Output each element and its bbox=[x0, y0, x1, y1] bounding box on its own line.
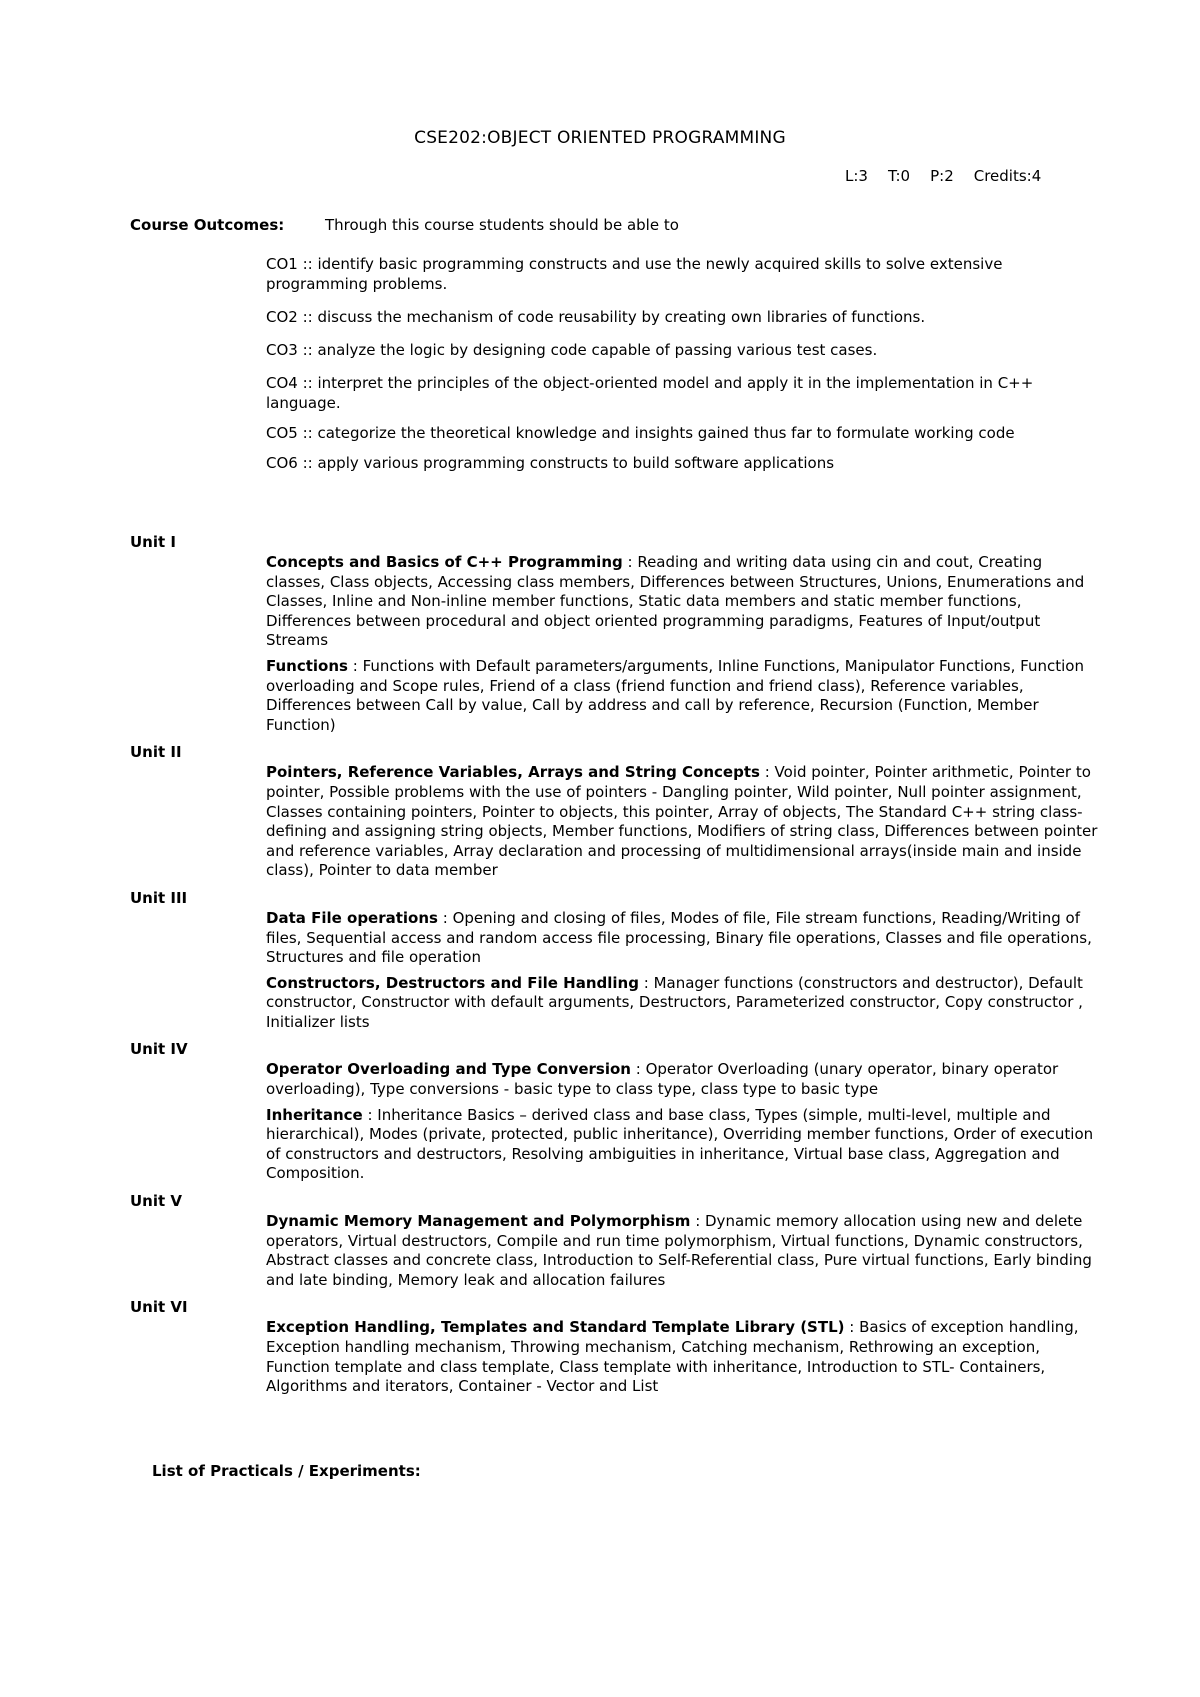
topic-heading: Data File operations bbox=[266, 908, 438, 927]
lecture-hours: L:3 bbox=[845, 167, 868, 185]
topic-heading: Concepts and Basics of C++ Programming bbox=[266, 553, 623, 571]
unit-2-label: Unit II bbox=[130, 743, 182, 762]
topic-body: : Manager functions (constructors and destructor), Default constructor, Constructor with default arguments, Destructors, Parameterized constructor, Copy constructor , Initializer lists bbox=[266, 973, 1083, 1031]
practicals-heading: List of Practicals / Experiments: bbox=[152, 1462, 421, 1480]
course-outcome-4: CO4 :: interpret the principles of the object-oriented model and apply it in the implementation in C++ language. bbox=[266, 374, 1034, 412]
unit-1-topic-2 bbox=[266, 657, 1098, 735]
course-outcomes-intro: Through this course students should be able to bbox=[325, 216, 679, 234]
topic-heading: Constructors, Destructors and File Handling bbox=[266, 973, 639, 992]
unit-4-topic-2 bbox=[266, 1106, 1098, 1184]
unit-5-label: Unit V bbox=[130, 1192, 183, 1211]
unit-3-label: Unit III bbox=[130, 888, 188, 907]
credits: Credits:4 bbox=[973, 167, 1042, 185]
topic-body: : Dynamic memory allocation using new and delete operators, Virtual destructors, Compile and run time polymorphism, Virtual functions, Dynamic constructors, Abstract classes and concrete class, Introduction to Self-Referential class, Pure virtual functions, Early binding and late binding, Memory leak and allocation failures bbox=[266, 1212, 1092, 1289]
unit-4-topic-1 bbox=[266, 1060, 1098, 1099]
unit-5-topic-1 bbox=[266, 1212, 1098, 1290]
unit-1-label: Unit I bbox=[130, 533, 176, 551]
unit-4-label: Unit IV bbox=[130, 1040, 188, 1059]
topic-body: : Operator Overloading (unary operator, binary operator overloading), Type conversions - basic type to class type, class type to basic type bbox=[266, 1060, 1059, 1099]
topic-body: : Inheritance Basics – derived class and base class, Types (simple, multi-level, multiple and hierarchical), Modes (private, protected, public inheritance), Overriding member functions, Order of execution of constructors and destructors, Resolving ambiguities in inheritance, Virtual base class, Aggregation and Composition. bbox=[266, 1105, 1094, 1183]
course-title: CSE202:OBJECT ORIENTED PROGRAMMING bbox=[414, 128, 786, 148]
unit-3-topic-1 bbox=[266, 909, 1098, 968]
course-outcomes-label: Course Outcomes: bbox=[130, 216, 285, 234]
tutorial-hours: T:0 bbox=[887, 167, 911, 185]
topic-heading: Functions bbox=[266, 656, 348, 675]
unit-2-topic-1 bbox=[266, 763, 1098, 881]
credit-structure bbox=[845, 167, 1041, 185]
topic-body: : Functions with Default parameters/arguments, Inline Functions, Manipulator Functions, Function overloading and Scope rules, Friend of a class (friend function and friend class), Reference variables, Differences between Call by value, Call by address and call by reference, Recursion (Function, Member Function) bbox=[266, 656, 1084, 734]
topic-body: : Basics of exception handling, Exception handling mechanism, Throwing mechanism, Catching mechanism, Rethrowing an exception, Function template and class template, Class template with inheritance, Introduction to STL- Containers, Algorithms and iterators, Container - Vector and List bbox=[266, 1318, 1079, 1396]
course-outcome-6: CO6 :: apply various programming constructs to build software applications bbox=[266, 454, 835, 472]
unit-1-topic-1 bbox=[266, 553, 1098, 651]
topic-heading: Pointers, Reference Variables, Arrays and String Concepts bbox=[266, 763, 760, 782]
units-section bbox=[130, 531, 1100, 1403]
unit-6-label: Unit VI bbox=[130, 1298, 188, 1317]
topic-body: : Opening and closing of files, Modes of file, File stream functions, Reading/Writing of files, Sequential access and random access file processing, Binary file operations, Classes and file operations, Structures and file operation bbox=[266, 908, 1092, 967]
topic-heading: Operator Overloading and Type Conversion bbox=[266, 1060, 631, 1079]
practical-hours: P:2 bbox=[930, 167, 954, 185]
unit-6-topic-1 bbox=[266, 1318, 1098, 1396]
course-outcome-3: CO3 :: analyze the logic by designing code capable of passing various test cases. bbox=[266, 341, 878, 359]
topic-body: : Void pointer, Pointer arithmetic, Pointer to pointer, Possible problems with the use of pointers - Dangling pointer, Wild pointer, Null pointer assignment, Classes containing pointers, Pointer to objects, this pointer, Array of objects, The Standard C++ string class-defining and assigning string objects, Member functions, Modifiers of string class, Differences between pointer and reference variables, Array declaration and processing of multidimensional arrays(inside main and inside class), Pointer to data member bbox=[266, 763, 1098, 880]
topic-heading: Exception Handling, Templates and Standard Template Library (STL) bbox=[266, 1318, 845, 1337]
course-outcome-5: CO5 :: categorize the theoretical knowledge and insights gained thus far to formulate working code bbox=[266, 424, 1015, 442]
unit-3-topic-2 bbox=[266, 974, 1098, 1033]
topic-heading: Dynamic Memory Management and Polymorphism bbox=[266, 1212, 691, 1231]
course-outcome-1: CO1 :: identify basic programming constructs and use the newly acquired skills to solve extensive programming problems. bbox=[266, 255, 1003, 293]
topic-heading: Inheritance bbox=[266, 1105, 363, 1124]
topic-body: : Reading and writing data using cin and cout, Creating classes, Class objects, Accessing class members, Differences between Structures, Unions, Enumerations and Classes, Inline and Non-inline member functions, Static data members and static member functions, Differences between procedural and object oriented programming paradigms, Features of Input/output Streams bbox=[266, 553, 1085, 650]
course-outcomes-list bbox=[266, 254, 1086, 486]
course-outcome-2: CO2 :: discuss the mechanism of code reusability by creating own libraries of functions. bbox=[266, 308, 926, 326]
